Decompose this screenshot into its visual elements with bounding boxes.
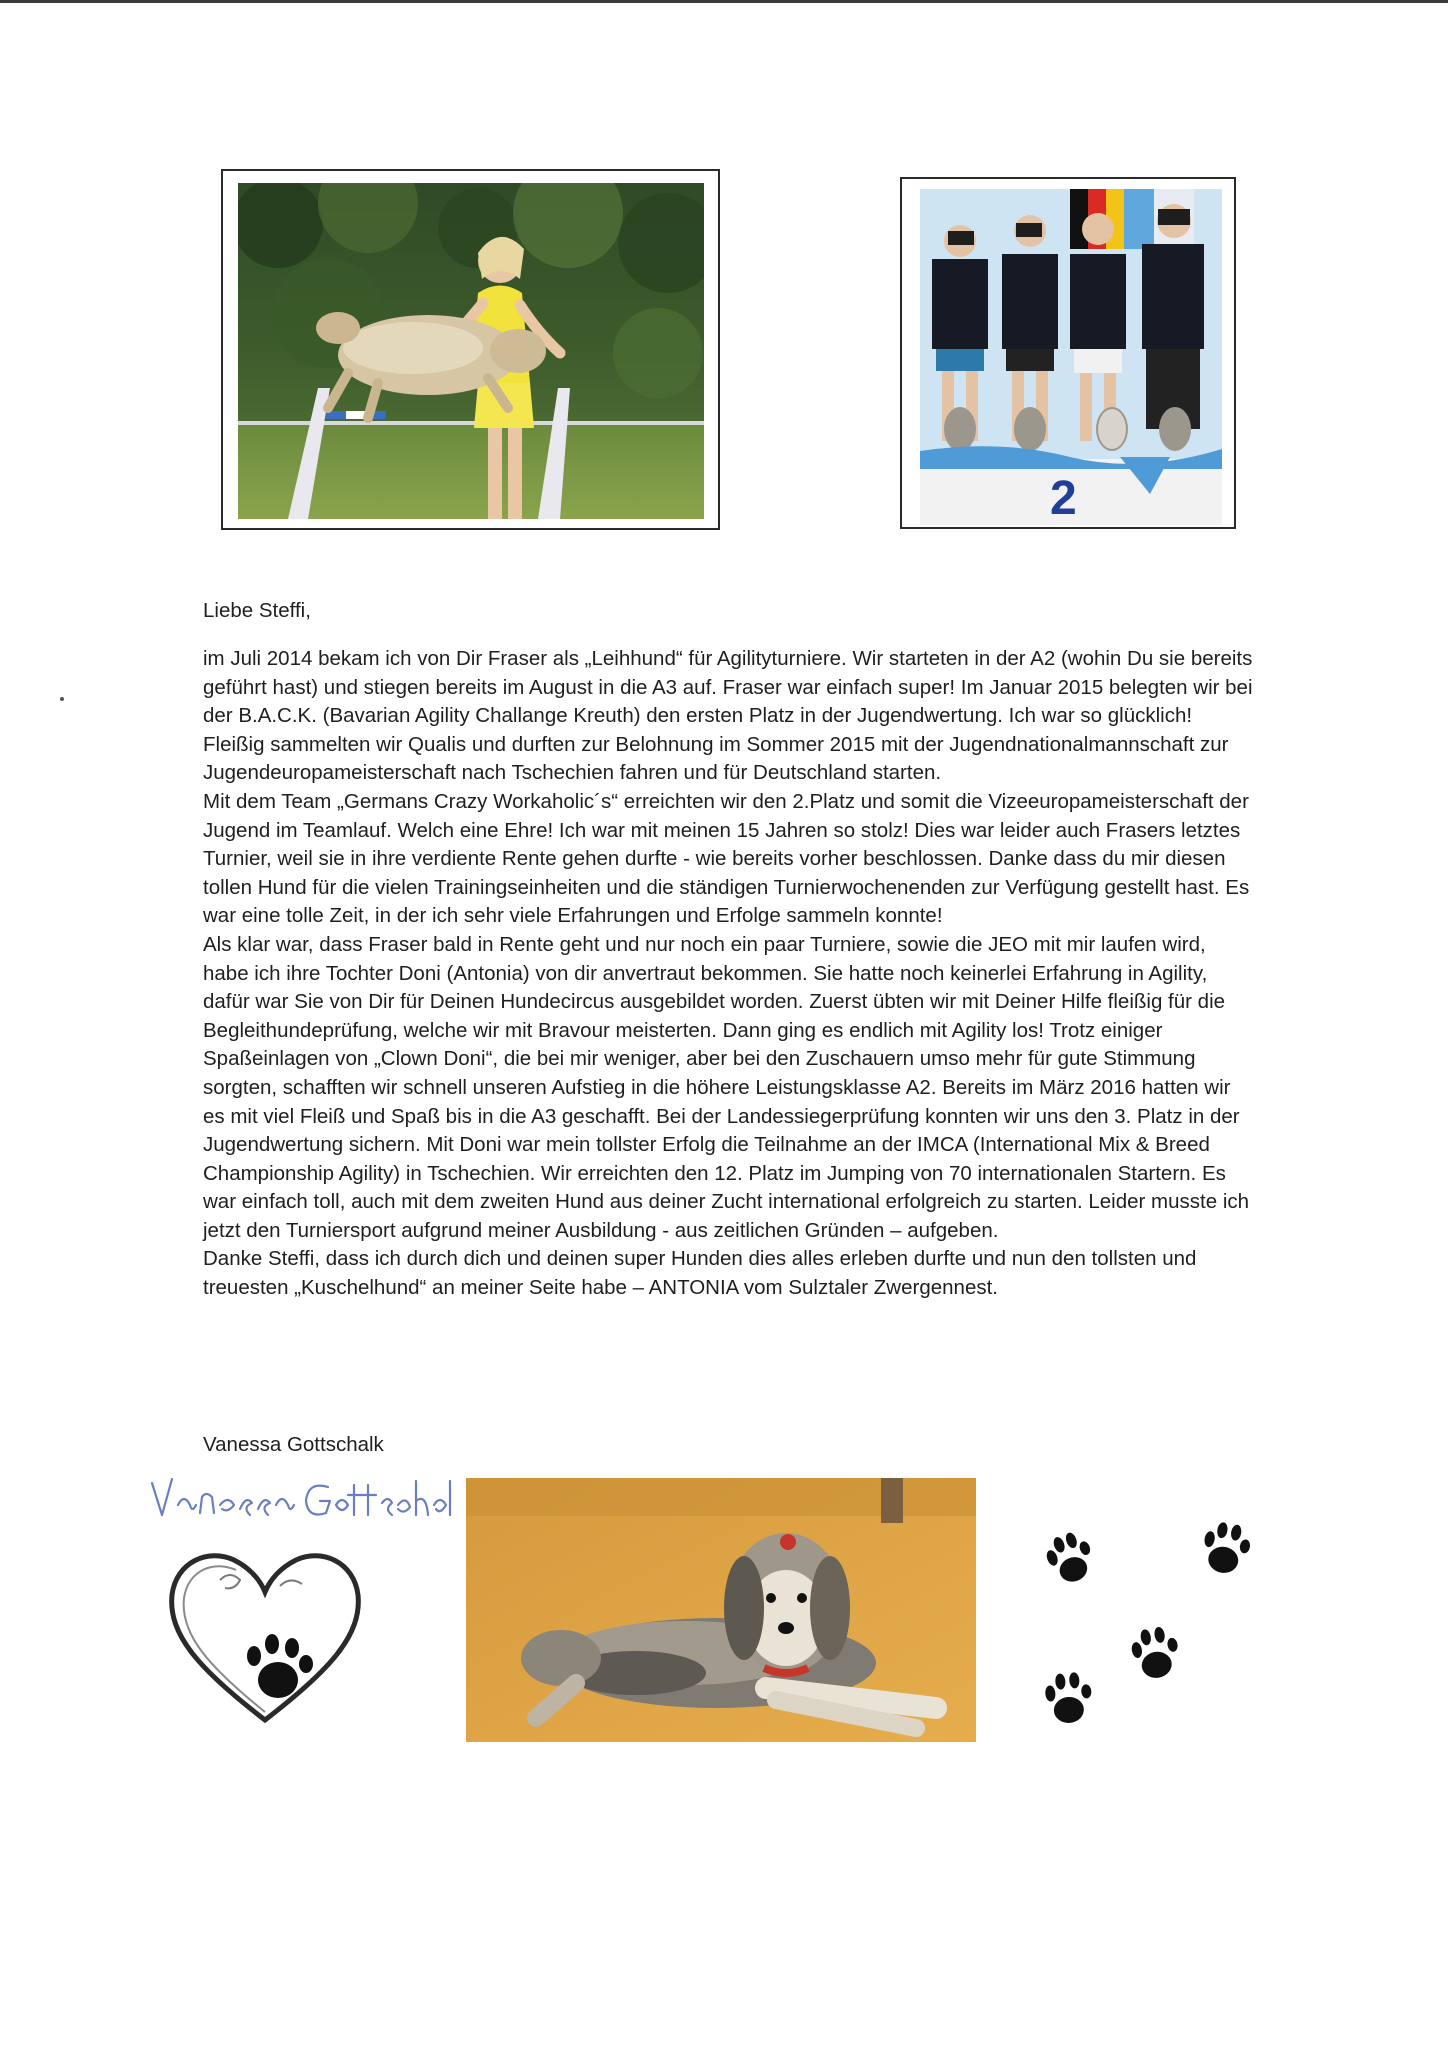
dog-antonia-photo [466, 1478, 976, 1742]
letter-paragraph: Mit dem Team „Germans Crazy Workaholic´s“ erreichten wir den 2.Platz und somit die Vizeeuropameisterschaft der Jugend im Teamlauf. Welch eine Ehre! Ich war mit meinen 15 Jahren so stolz! Dies war leider auch Frasers letztes Turnier, weil sie in ihre verdiente Rente gehen durfte - wie bereits vorher beschlossen. Danke dass du mir diesen tollen Hund für die vielen Trainingseinheiten und die ständigen Turnierwochenenden zur Verfügung gestellt hast. Es war eine tolle Zeit, in der ich sehr viele Erfahrungen und Erfolge sammeln konnte! [203, 789, 1250, 928]
letter-body [203, 645, 1253, 1303]
letter-paragraph: Als klar war, dass Fraser bald in Rente geht und nur noch ein paar Turniere, sowie die JEO mit mir laufen wird, habe ich ihre Tochter Doni (Antonia) von dir anvertraut bekommen. Sie hatte noch keinerlei Erfahrung in Agility, dafür war Sie von Dir für Deinen Hundecircus ausgebildet worden. Zuerst übten wir mit Deiner Hilfe fleißig für die Begleithundeprüfung, welche wir mit Bravour meisterten. Dann ging es endlich mit Agility los! Trotz einiger Spaßeinlagen von „Clown Doni“, die bei mir weniger, aber bei den Zuschauern umso mehr für gute Stimmung sorgten, schafften wir schnell unseren Aufstieg in die höhere Leistungsklasse A2. Bereits im März 2016 hatten wir es mit viel Fleiß und Spaß bis in die A3 geschafft. Bei der Landessiegerprüfung konnten wir uns den 3. Platz in der Jugendwertung sichern. Mit Doni war mein tollster Erfolg die Teilnahme an der IMCA (International Mix & Breed Championship Agility) in Tschechien. Wir erreichten den 12. Platz im Jumping von 70 internationalen Startern. Es war einfach toll, auch mit dem zweiten Hund aus deiner Zucht international erfolgreich zu starten. Leider musste ich jetzt den Turniersport aufgrund meiner Ausbildung - aus zeitlichen Gründen – aufgeben. [203, 932, 1250, 1242]
paw-prints-icon [1030, 1500, 1300, 1740]
scan-edge [0, 0, 1448, 3]
letter-paragraph: Danke Steffi, dass ich durch dich und deinen super Hunden dies alles erleben durfte und nun den tollsten und treuesten „Kuschelhund“ an meiner Seite habe – ANTONIA vom Sulztaler Zwergennest. [203, 1247, 1197, 1300]
letter-greeting: Liebe Steffi, [203, 599, 311, 622]
letter-signoff: Vanessa Gottschalk [203, 1433, 384, 1456]
agility-jump-photo [221, 169, 720, 530]
podium-photo [900, 177, 1236, 529]
letter-paragraph: im Juli 2014 bekam ich von Dir Fraser als „Leihhund“ für Agilityturniere. Wir starteten in der A2 (wohin Du sie bereits geführt hast) und stiegen bereits im August in die A3 auf. Fraser war einfach super! Im Januar 2015 belegten wir bei der B.A.C.K. (Bavarian Agility Challange Kreuth) den ersten Platz in der Jugendwertung. Ich war so glücklich! Fleißig sammelten wir Qualis und durften zur Belohnung im Sommer 2015 mit der Jugendnationalmannschaft zur Jugendeuropameisterschaft nach Tschechien fahren und für Deutschland starten. [203, 647, 1253, 785]
agility-jump-image [238, 183, 704, 519]
podium-place-number: 2 [1050, 472, 1077, 525]
heart-paw-icon [160, 1540, 370, 1730]
handwritten-signature [148, 1465, 458, 1535]
scan-speck [60, 697, 64, 701]
podium-image [920, 189, 1222, 525]
